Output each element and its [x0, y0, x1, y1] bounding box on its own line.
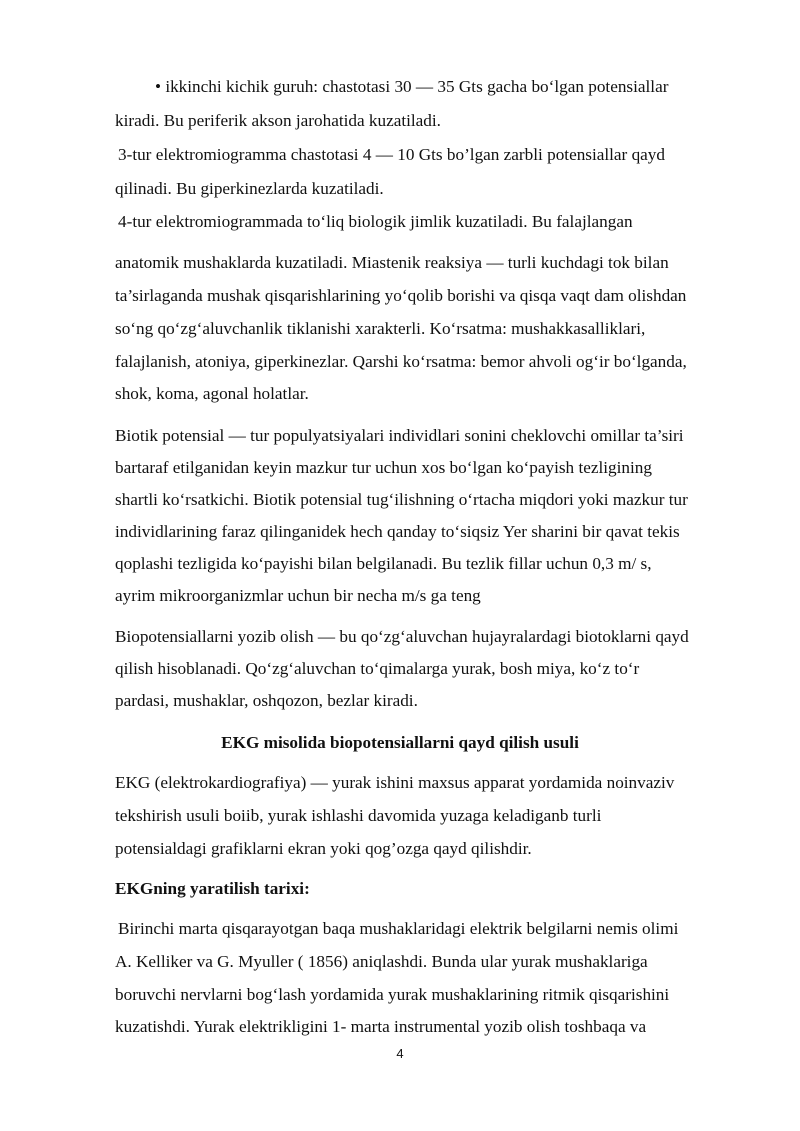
- text-line: 4-tur elektromiogrammada to‘liq biologik jimlik kuzatiladi. Bu falajlangan: [118, 212, 633, 231]
- text-line: • ikkinchi kichik guruh: chastotasi 30 — 35 Gts gacha bo‘lgan potensiallar: [155, 77, 669, 96]
- text-line: qilinadi. Bu giperkinezlarda kuzatiladi.: [115, 179, 384, 198]
- page-number: 4: [396, 1046, 404, 1061]
- text-line: EKG (elektrokardiografiya) — yurak ishini maxsus apparat yordamida noinvaziv: [115, 773, 675, 792]
- text-line: individlarining faraz qilinganidek hech qanday to‘siqsiz Yer sharini bir qavat tekis: [115, 522, 680, 541]
- text-line: shok, koma, agonal holatlar.: [115, 384, 309, 403]
- section-heading: EKG misolida biopotensiallarni qayd qilish usuli: [221, 733, 579, 752]
- text-line: Biotik potensial — tur populyatsiyalari individlari sonini cheklovchi omillar ta’siri: [115, 426, 684, 445]
- text-line: qoplashi tezligida ko‘payishi bilan belgilanadi. Bu tezlik fillar uchun 0,3 m/ s,: [115, 554, 652, 573]
- text-line: kiradi. Bu periferik akson jarohatida kuzatiladi.: [115, 111, 441, 130]
- text-line: ta’sirlaganda mushak qisqarishlarining yo‘qolib borishi va qisqa vaqt dam olishdan: [115, 286, 687, 305]
- text-line: tekshirish usuli boiib, yurak ishlashi davomida yuzaga keladiganb turli: [115, 806, 602, 825]
- text-line: bartaraf etilganidan keyin mazkur tur uchun xos bo‘lgan ko‘payish tezligining: [115, 458, 652, 477]
- text-line: potensialdagi grafiklarni ekran yoki qog’ozga qayd qilishdir.: [115, 839, 532, 858]
- text-line: pardasi, mushaklar, oshqozon, bezlar kiradi.: [115, 691, 418, 710]
- text-line: Biopotensiallarni yozib olish — bu qo‘zg‘aluvchan hujayralardagi biotoklarni qayd: [115, 627, 689, 646]
- text-line: anatomik mushaklarda kuzatiladi. Miastenik reaksiya — turli kuchdagi tok bilan: [115, 253, 669, 272]
- text-line: falajlanish, atoniya, giperkinezlar. Qarshi ko‘rsatma: bemor ahvoli og‘ir bo‘lganda,: [115, 352, 687, 371]
- text-line: so‘ng qo‘zg‘aluvchanlik tiklanishi xarakterli. Ko‘rsatma: mushakkasalliklari,: [115, 319, 646, 338]
- subsection-heading: EKGning yaratilish tarixi:: [115, 879, 310, 898]
- text-line: shartli ko‘rsatkichi. Biotik potensial tug‘ilishning o‘rtacha miqdori yoki mazkur tur: [115, 490, 688, 509]
- text-line: boruvchi nervlarni bog‘lash yordamida yurak mushaklarining ritmik qisqarishini: [115, 985, 670, 1004]
- text-line: Birinchi marta qisqarayotgan baqa mushaklaridagi elektrik belgilarni nemis olimi: [118, 919, 679, 938]
- text-line: A. Kelliker va G. Myuller ( 1856) aniqlashdi. Bunda ular yurak mushaklariga: [115, 952, 648, 971]
- text-line: ayrim mikroorganizmlar uchun bir necha m/s ga teng: [115, 586, 481, 605]
- text-line: 3-tur elektromiogramma chastotasi 4 — 10 Gts bo’lgan zarbli potensiallar qayd: [118, 145, 665, 164]
- text-line: kuzatishdi. Yurak elektrikligini 1- marta instrumental yozib olish toshbaqa va: [115, 1017, 647, 1036]
- text-line: qilish hisoblanadi. Qo‘zg‘aluvchan to‘qimalarga yurak, bosh miya, ko‘z to‘r: [115, 659, 640, 678]
